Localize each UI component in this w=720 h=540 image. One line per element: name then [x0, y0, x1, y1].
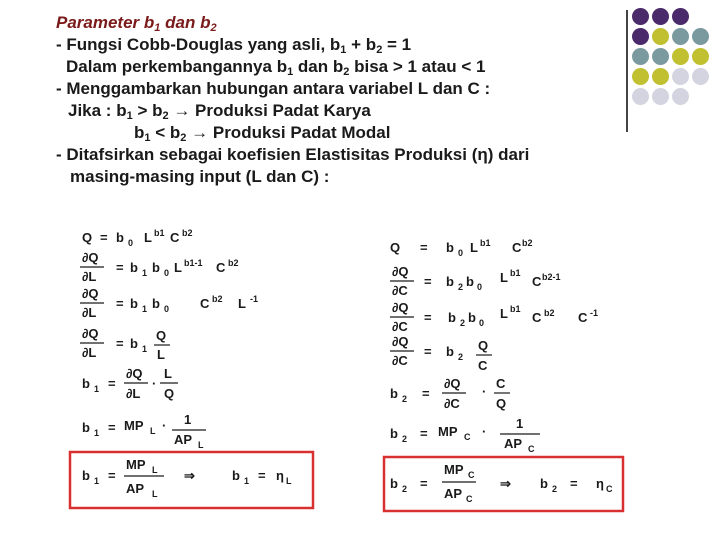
svg-text:L: L [198, 440, 204, 450]
svg-text:MP: MP [438, 424, 458, 439]
svg-text:b2: b2 [212, 294, 223, 304]
svg-text:=: = [108, 420, 116, 435]
svg-text:∂Q: ∂Q [392, 264, 409, 279]
bullet-line-1: - Fungsi Cobb-Douglas yang asli, $b_1 + b_2 = 1$ [56, 35, 412, 56]
svg-text:2: 2 [552, 484, 558, 494]
svg-text:2: 2 [402, 434, 408, 444]
svg-text:=: = [108, 468, 116, 483]
svg-text:1: 1 [142, 344, 148, 354]
svg-text:b: b [390, 426, 398, 441]
svg-text:C: C [532, 274, 542, 289]
svg-text:1: 1 [516, 416, 524, 431]
svg-text:C: C [466, 494, 473, 504]
svg-text:b: b [540, 476, 548, 491]
svg-text:b: b [446, 344, 454, 359]
svg-text:1: 1 [142, 304, 148, 314]
svg-text:∂Q: ∂Q [392, 300, 409, 315]
svg-text:C: C [216, 260, 226, 275]
svg-text:=: = [100, 230, 108, 245]
svg-text:∂C: ∂C [392, 319, 408, 334]
svg-text:0: 0 [477, 282, 483, 292]
right-derivative-3 [390, 334, 492, 373]
svg-text:=: = [422, 386, 430, 401]
svg-text:=: = [420, 426, 428, 441]
svg-text:AP: AP [126, 481, 145, 496]
svg-text:=: = [116, 260, 124, 275]
svg-text:=: = [424, 274, 432, 289]
bullet-line-3: - Menggambarkan hubungan antara variabel L dan C : [56, 79, 491, 98]
svg-text:∂L: ∂L [82, 269, 97, 284]
svg-text:L: L [144, 230, 152, 245]
svg-text:b: b [446, 274, 454, 289]
svg-text:∂L: ∂L [82, 305, 97, 320]
svg-text:AP: AP [444, 486, 463, 501]
svg-text:L: L [157, 347, 165, 362]
svg-text:1: 1 [244, 476, 250, 486]
svg-text:2: 2 [402, 484, 408, 494]
svg-text:b: b [82, 468, 90, 483]
svg-text:⇒: ⇒ [500, 476, 511, 491]
svg-text:AP: AP [504, 436, 523, 451]
bullet-line-4: Jika : $b_1 > b_2$ → Produksi Padat Karya [68, 101, 371, 122]
svg-text:b: b [390, 476, 398, 491]
svg-text:L: L [152, 465, 158, 475]
svg-text:-1: -1 [250, 294, 259, 304]
svg-text:=: = [108, 376, 116, 391]
svg-text:L: L [500, 306, 508, 321]
svg-text:L: L [500, 270, 508, 285]
svg-text:∂C: ∂C [392, 353, 408, 368]
svg-text:b2: b2 [182, 228, 193, 238]
svg-text:b1: b1 [480, 238, 491, 248]
svg-text:b: b [446, 240, 454, 255]
svg-text:b: b [390, 386, 398, 401]
svg-text:b: b [466, 274, 474, 289]
svg-text:=: = [420, 240, 428, 255]
svg-text:b1-1: b1-1 [184, 258, 203, 268]
svg-text:=: = [424, 310, 432, 325]
svg-text:∂C: ∂C [392, 283, 408, 298]
bullet-line-6: - Ditafsirkan sebagai koefisien Elastisitas Produksi (η) dari [56, 145, 530, 164]
svg-text:0: 0 [164, 268, 170, 278]
svg-text:MP: MP [124, 418, 144, 433]
svg-text:b1: b1 [510, 268, 521, 278]
right-b2-mp [390, 416, 540, 454]
left-derivative-1 [80, 250, 239, 284]
svg-text:C: C [532, 310, 542, 325]
bullet-line-5: $b_1 < b_2$ → Produksi Padat Modal [134, 123, 391, 144]
svg-text:b: b [152, 260, 160, 275]
svg-text:C: C [468, 470, 475, 480]
svg-text:·: · [152, 376, 157, 391]
svg-text:b1: b1 [154, 228, 165, 238]
svg-text:C: C [578, 310, 588, 325]
svg-text:Q: Q [82, 230, 93, 245]
svg-text:L: L [152, 489, 158, 499]
right-derivative-1 [390, 264, 561, 298]
svg-text:0: 0 [164, 304, 170, 314]
svg-text:·: · [482, 384, 487, 399]
svg-text:L: L [470, 240, 478, 255]
svg-text:2: 2 [458, 352, 464, 362]
svg-text:b: b [130, 336, 138, 351]
svg-text:b2: b2 [228, 258, 239, 268]
svg-text:C: C [170, 230, 180, 245]
svg-text:0: 0 [128, 238, 134, 248]
svg-text:b: b [468, 310, 476, 325]
svg-text:MP: MP [126, 457, 146, 472]
svg-text:b: b [130, 296, 138, 311]
svg-text:⇒: ⇒ [184, 468, 195, 483]
svg-text:1: 1 [94, 428, 100, 438]
svg-text:η: η [596, 476, 604, 491]
svg-text:0: 0 [479, 318, 485, 328]
svg-text:0: 0 [458, 248, 464, 258]
svg-text:C: C [512, 240, 522, 255]
svg-text:MP: MP [444, 462, 464, 477]
left-result [82, 457, 292, 499]
svg-text:b: b [82, 376, 90, 391]
svg-text:∂L: ∂L [82, 345, 97, 360]
svg-text:C: C [478, 358, 488, 373]
svg-text:b: b [130, 260, 138, 275]
svg-text:1: 1 [142, 268, 148, 278]
svg-text:L: L [286, 476, 292, 486]
svg-text:L: L [174, 260, 182, 275]
svg-text:L: L [150, 426, 156, 436]
slide-title: Parameter $b_1$ dan $b_2$ [56, 13, 217, 34]
left-b1-elasticity [82, 366, 178, 401]
svg-text:Q: Q [496, 396, 507, 411]
svg-text:η: η [276, 468, 284, 483]
svg-text:=: = [258, 468, 266, 483]
svg-text:C: C [528, 444, 535, 454]
svg-text:·: · [482, 424, 487, 439]
svg-text:b2: b2 [544, 308, 555, 318]
svg-text:b2-1: b2-1 [542, 272, 561, 282]
svg-text:·: · [162, 418, 167, 433]
svg-text:=: = [116, 296, 124, 311]
svg-text:L: L [238, 296, 246, 311]
svg-text:b: b [82, 420, 90, 435]
svg-text:Q: Q [156, 328, 167, 343]
svg-text:C: C [200, 296, 210, 311]
svg-text:-1: -1 [590, 308, 599, 318]
bullet-line-7: masing-masing input (L dan C) : [70, 167, 330, 186]
svg-text:∂Q: ∂Q [444, 376, 461, 391]
svg-text:b: b [152, 296, 160, 311]
svg-text:1: 1 [94, 384, 100, 394]
svg-text:1: 1 [94, 476, 100, 486]
left-derivative-2 [80, 286, 258, 320]
right-derivative-2 [390, 300, 598, 334]
svg-text:C: C [496, 376, 506, 391]
svg-text:Q: Q [164, 386, 175, 401]
svg-text:L: L [164, 366, 172, 381]
svg-text:b: b [116, 230, 124, 245]
right-result [390, 462, 613, 504]
svg-text:∂Q: ∂Q [82, 326, 99, 341]
svg-text:C: C [606, 484, 613, 494]
svg-text:b: b [448, 310, 456, 325]
left-q-equation [82, 228, 193, 248]
svg-text:2: 2 [458, 282, 464, 292]
left-derivative-3 [80, 326, 170, 362]
svg-text:=: = [424, 344, 432, 359]
svg-text:∂Q: ∂Q [82, 250, 99, 265]
svg-text:b1: b1 [510, 304, 521, 314]
svg-text:∂Q: ∂Q [126, 366, 143, 381]
svg-text:2: 2 [402, 394, 408, 404]
right-b2-elasticity [390, 376, 510, 411]
svg-text:Q: Q [390, 240, 401, 255]
svg-text:∂C: ∂C [444, 396, 460, 411]
svg-text:2: 2 [460, 318, 466, 328]
svg-text:∂Q: ∂Q [392, 334, 409, 349]
svg-text:AP: AP [174, 432, 193, 447]
svg-text:∂L: ∂L [126, 386, 141, 401]
left-b1-mp [82, 412, 206, 450]
right-q-equation [390, 238, 533, 258]
svg-text:1: 1 [184, 412, 192, 427]
svg-text:=: = [116, 336, 124, 351]
svg-text:∂Q: ∂Q [82, 286, 99, 301]
svg-text:Q: Q [478, 338, 489, 353]
svg-text:C: C [464, 432, 471, 442]
svg-text:=: = [420, 476, 428, 491]
svg-text:=: = [570, 476, 578, 491]
svg-text:b: b [232, 468, 240, 483]
svg-text:b2: b2 [522, 238, 533, 248]
bullet-line-2: Dalam perkembangannya $b_1$ dan $b_2$ bisa > 1 atau < 1 [66, 57, 486, 78]
